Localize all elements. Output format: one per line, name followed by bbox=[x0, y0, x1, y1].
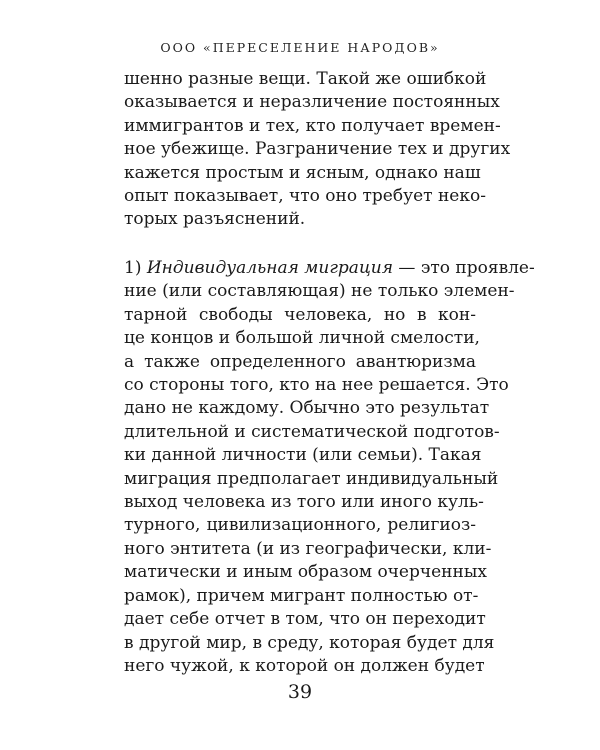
text-line: ки данной личности (или семьи). Такая bbox=[124, 445, 482, 466]
paragraph-first-line bbox=[124, 257, 535, 280]
text-line: ное убежище. Разграничение тех и других bbox=[124, 139, 511, 160]
paragraph-continuation bbox=[124, 68, 511, 232]
text-line: длительной и систематической подготов- bbox=[124, 421, 500, 442]
text-line: опыт показывает, что оно требует неко- bbox=[124, 186, 486, 207]
page-number: 39 bbox=[287, 681, 313, 703]
list-number: 1) bbox=[124, 258, 142, 278]
text-line: а также определенного авантюризма bbox=[124, 351, 476, 372]
text-line: ного энтитета (и из географически, кли- bbox=[124, 538, 492, 559]
text-line: рамок), причем мигрант полностью от- bbox=[124, 585, 479, 606]
text-line: дает себе отчет в том, что он переходит bbox=[124, 609, 486, 630]
running-head: ООО «ПЕРЕСЕЛЕНИЕ НАРОДОВ» bbox=[160, 40, 440, 55]
text-line: ние (или составляющая) не только элемен- bbox=[124, 281, 515, 302]
text-line: це концов и большой личной смелости, bbox=[124, 328, 480, 349]
text-line: в другой мир, в среду, которая будет для bbox=[124, 632, 495, 653]
text-line: кажется простым и ясным, однако наш bbox=[124, 162, 481, 183]
text-line: иммигрантов и тех, кто получает времен- bbox=[124, 115, 501, 136]
text-line: миграция предполагает индивидуальный bbox=[124, 468, 499, 489]
text-line: со стороны того, кто на нее решается. Это bbox=[124, 375, 509, 396]
first-line-rest: — это проявле- bbox=[398, 258, 535, 278]
text-line: торых разъяснений. bbox=[124, 209, 306, 230]
text-line: выход человека из того или иного куль- bbox=[124, 492, 484, 513]
text-line: шенно разные вещи. Такой же ошибкой bbox=[124, 69, 487, 89]
text-line: оказывается и неразличение постоянных bbox=[124, 92, 500, 113]
paragraph-individual-migration bbox=[124, 257, 535, 678]
text-line: матически и иным образом очерченных bbox=[124, 562, 487, 583]
text-line: него чужой, к которой он должен будет bbox=[124, 655, 485, 676]
text-line: дано не каждому. Обычно это результат bbox=[124, 398, 490, 419]
text-line: турного, цивилизационного, религиоз- bbox=[124, 515, 476, 536]
italic-term: Индивидуальная миграция bbox=[146, 258, 394, 278]
text-line: тарной свободы человека, но в кон- bbox=[124, 304, 476, 325]
